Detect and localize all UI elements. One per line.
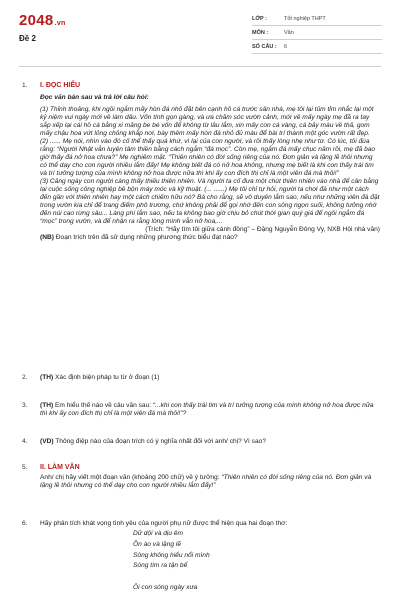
question-text: Anh/ chị hãy viết một đoạn văn (khoảng 200 chữ) về ý tưởng: — [40, 474, 220, 481]
meta-key: LỚP : — [252, 16, 267, 22]
question-prompt — [40, 234, 380, 242]
poem-line — [133, 573, 380, 584]
meta-row-count — [252, 42, 382, 54]
question-body — [40, 464, 380, 490]
question-text: Hãy phân tích khát vọng tình yêu của người phụ nữ được thể hiện qua hai đoạn thơ: — [40, 520, 288, 527]
level-tag: (NB) — [40, 234, 54, 241]
logo-text: 2048 — [19, 12, 54, 29]
poem-line: Sông không hiểu nổi mình — [133, 551, 210, 559]
header-divider — [19, 66, 381, 67]
question-quote: “Thiên nhiên có đời sống riêng của nó. Đơn giản và lặng lẽ thôi nhưng có thể dạy cho con người nhiều lắm đấy!” — [40, 474, 372, 489]
question-body — [40, 520, 380, 595]
poem-line: Ôi con sóng ngày xưa — [133, 583, 198, 591]
exam-content — [0, 78, 400, 600]
question-body — [40, 374, 380, 382]
reading-passage — [40, 106, 380, 234]
passage-paragraph: (3) Cảng ngày con người càng thấy thiếu thiên nhiên. Và người ta cố đưa một chút thiên nhiên vào nhà để cân bằng lại cuộc sống công nghiệp bề bộn máy móc và kỹ thuật. (... ......) Mẹ tôi chỉ tự hỏi, người ta chơi đá như một cách đến gần với thiên nhiên hay một cách chiếm hữu nó? Bà cho rằng, sẽ vô duyên lắm sao, nếu như những viên đá đặt trong vườn kia chỉ để trang điểm phô trương, chứ không phải để gọi nhớ đến con sông ngọn suối, không tưởng nhớ đến núi cao rừng sâu... Làng phí lắm sao, nếu ta không bao giờ chịu bỏ chút thời gian quý giá để ngồi ngắm đá “mọc” trong vườn, và để nhận ra rằng lòng mình vẫn nở hoa,... — [40, 178, 380, 225]
meta-row-subject — [252, 28, 382, 40]
question-text: Em hiểu thế nào về câu văn sau: — [55, 402, 152, 409]
question-body — [40, 402, 380, 418]
meta-row-class — [252, 14, 382, 26]
meta-value: 6 — [284, 44, 288, 50]
question-text: Đoạn trích trên đã sử dụng những phương thức biểu đạt nào? — [55, 234, 238, 241]
meta-key: MÔN : — [252, 30, 269, 36]
passage-paragraph: (2) ...... Mẹ nói, nhìn vào đó cố thể thấy quá khứ, vì lại của con người, và rồi thấy lòng nhẹ như tơ. Có lúc, tôi đùa rằng: “Người Nhật vẫn luyện tâm thiền bằng cách ngắm “đá mọc”. Còn mẹ, ngắm đá mấy chục năm rồi, mẹ đã bao giờ thấy đá nở hoa chưa?” Mẹ nghiêm mặt. “Thiên nhiên có đời sống riêng của nó. Đơn giản và lặng lẽ thôi nhưng có thể dạy cho con người nhiều lắm đấy! Mẹ không biết đá có nở hoa không, nhưng mẹ biết là khi con thấy trái tim và trí tưởng tượng của mình không nở hoa được nữa thì khi ấy con đích thị chỉ là một viên đá mà thôi!” — [40, 138, 376, 177]
level-tag: (TH) — [40, 374, 54, 381]
question-prompt — [40, 474, 380, 490]
question-quote: “...khi con thấy trái tim và trí tưởng tượng của mình không nở hoa được nữa thì khi ấy con đích thị chỉ là một viên đá mà thôi!”? — [40, 402, 374, 417]
passage-citation: (Trích: “Hãy tìm tôi giữa cánh đồng” – Đặng Nguyễn Đông Vy, NXB Hội nhà văn) — [145, 226, 380, 233]
question-number: 6. — [22, 520, 28, 527]
exam-title: Đề 2 — [19, 34, 36, 43]
question-number: 2. — [22, 374, 28, 381]
meta-value: Văn — [284, 30, 294, 36]
question-text: Thông điệp nào của đoạn trích có ý nghĩa nhất đối với anh/ chị? Vì sao? — [55, 438, 266, 445]
section-heading: II. LÀM VĂN — [40, 464, 80, 471]
site-logo[interactable] — [19, 12, 66, 29]
question-body — [40, 82, 380, 242]
passage-paragraph: (1) Thỉnh thoảng, khi ngồi ngắm mấy hòn đá nhỏ đặt bên cạnh hồ cá trước sân nhà, mẹ tôi lại tủm tỉm nhắc lại một kỷ niệm vui ngày mới về làm dâu. Vốn tính gọn gàng, và ưa chăm sóc vườn cảnh, mới về mấy ngày mẹ đã ra tay sắp xếp lại cái hồ cá bằng xi măng be bé vốn để không từ lâu lắm, xin mấy con cá vàng, cá bảy màu về thả, gom mấy chậu hoa vứt lỏng chỏng khắp nơi, bày thêm mấy hòn đá nhỏ đủ màu để bài trí thành một góc vườn rất đẹp. — [40, 106, 374, 137]
question-body — [40, 438, 380, 446]
question-number: 1. — [22, 82, 28, 89]
poem-line: Sóng tìm ra tận bể — [133, 562, 188, 570]
question-number: 5. — [22, 464, 28, 471]
level-tag: (TH) — [40, 402, 54, 409]
meta-value: Tốt nghiệp THPT — [284, 16, 326, 22]
question-number: 3. — [22, 402, 28, 409]
poem-line: Ồn ào và lặng lẽ — [133, 540, 182, 548]
level-tag: (VD) — [40, 438, 54, 445]
question-number: 4. — [22, 438, 28, 445]
poem-line: Dữ dội và dịu êm — [133, 530, 183, 537]
question-text: Xác định biện pháp tu từ ở đoạn (1) — [55, 374, 160, 381]
poem-excerpt — [133, 530, 380, 595]
section-heading: I. ĐỌC HIỂU — [40, 82, 81, 89]
meta-key: SỐ CÂU : — [252, 44, 277, 50]
exam-header — [0, 0, 400, 62]
logo-tld: .vn — [54, 20, 66, 27]
reading-prompt: Đọc văn bản sau và trả lời câu hỏi: — [40, 94, 149, 101]
